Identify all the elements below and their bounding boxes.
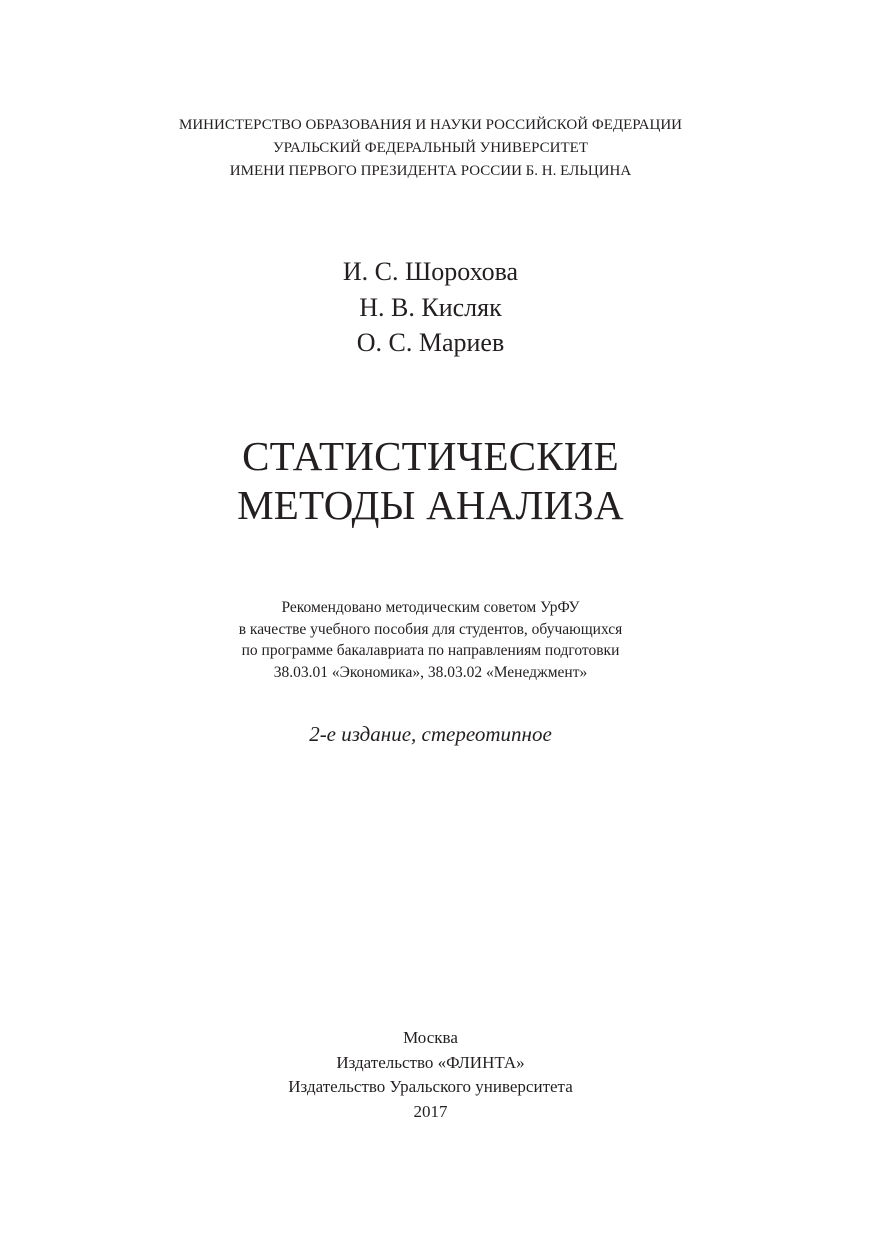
ministry-line: МИНИСТЕРСТВО ОБРАЗОВАНИЯ И НАУКИ РОССИЙСКОЙ ФЕДЕРАЦИИ [179,117,682,133]
author-name: Н. В. Кисляк [359,292,502,322]
edition-note [0,720,861,748]
author-name: О. С. Мариев [356,328,505,357]
book-title [0,432,861,530]
imprint-publisher: Издательство Уральского университета [288,1077,573,1096]
imprint-city: Москва [403,1028,458,1047]
author-name: И. С. Шорохова [342,257,519,286]
university-line: УРАЛЬСКИЙ ФЕДЕРАЛЬНЫЙ УНИВЕРСИТЕТ [273,140,588,156]
recommendation-line: Рекомендовано методическим советом УрФУ [281,599,580,616]
recommendation-note [0,597,861,683]
book-title-line: МЕТОДЫ АНАЛИЗА [237,482,624,528]
recommendation-line: по программе бакалавриата по направлениям подготовки [241,642,620,659]
recommendation-line: 38.03.01 «Экономика», 38.03.02 «Менеджмент» [273,663,588,681]
authors-list [0,254,861,361]
book-title-line: СТАТИСТИЧЕСКИЕ [242,433,619,479]
imprint-publisher: Издательство «ФЛИНТА» [336,1052,525,1072]
institution-header [0,114,861,183]
imprint [0,1026,861,1124]
imprint-year: 2017 [413,1101,448,1121]
university-name-line: ИМЕНИ ПЕРВОГО ПРЕЗИДЕНТА РОССИИ Б. Н. ЕЛЬЦИНА [229,163,632,179]
recommendation-line: в качестве учебного пособия для студентов, обучающихся [238,620,623,638]
edition-text: 2-е издание, стереотипное [309,722,552,746]
